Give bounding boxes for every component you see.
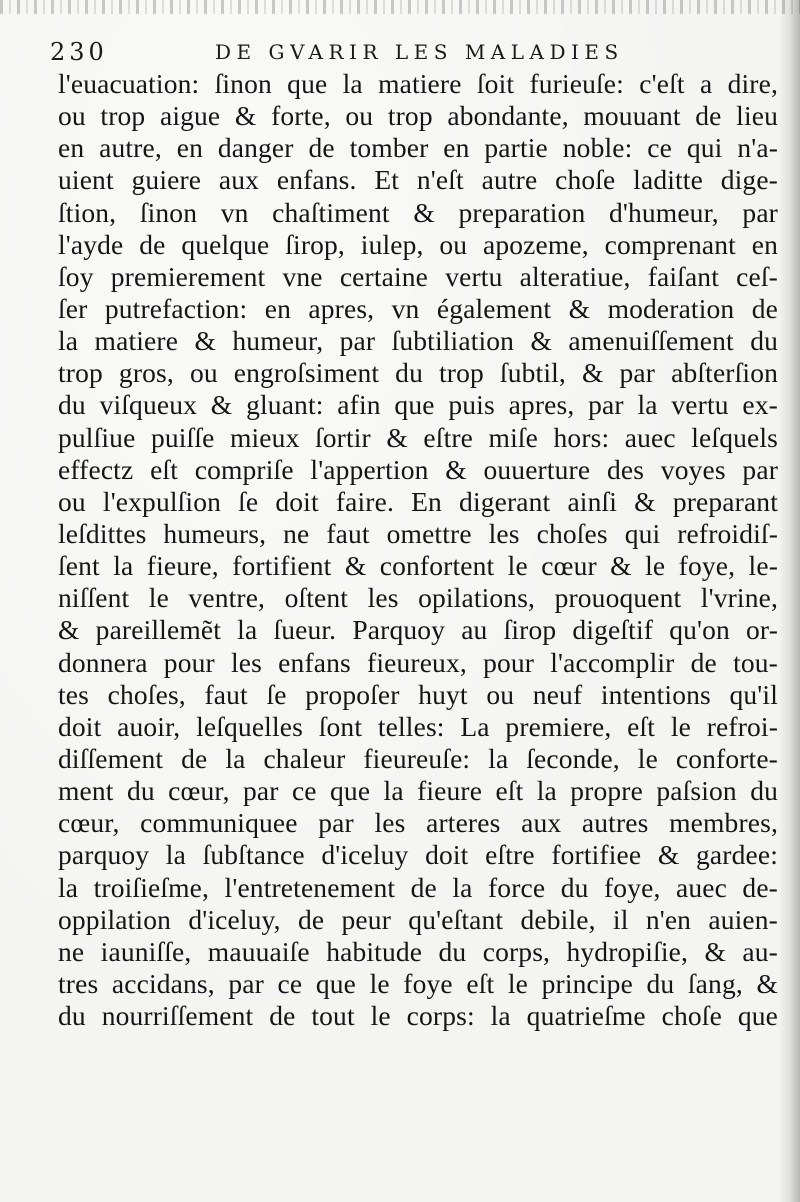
text-line: parquoy la ſubſtance d'iceluy doit eſtre fortifiee & gardee: bbox=[58, 839, 778, 871]
page-header bbox=[50, 38, 770, 70]
text-line: en autre, en danger de tomber en partie noble: ce qui n'a- bbox=[58, 132, 778, 164]
text-line: ment du cœur, par ce que la fieure eſt la propre paſsion du bbox=[58, 775, 778, 807]
text-line: ſent la fieure, fortifient & confortent le cœur & le foye, le- bbox=[58, 550, 778, 582]
page-top-edge bbox=[0, 0, 800, 14]
text-line: ſtion, ſinon vn chaſtiment & preparation d'humeur, par bbox=[58, 196, 778, 228]
text-line: la troiſieſme, l'entretenement de la force du foye, auec de- bbox=[58, 871, 778, 903]
text-line: effectz eſt compriſe l'appertion & ouuerture des voyes par bbox=[58, 453, 778, 485]
text-line: ſoy premierement vne certaine vertu alteratiue, faiſant ceſ- bbox=[58, 260, 778, 292]
text-line: donnera pour les enfans fieureux, pour l'accomplir de tou- bbox=[58, 646, 778, 678]
text-line: ne iauniſſe, mauuaiſe habitude du corps, hydropiſie, & au- bbox=[58, 935, 778, 967]
text-line: trop gros, ou engroſsiment du trop ſubtil, & par abſterſion bbox=[58, 357, 778, 389]
running-head: DE GVARIR LES MALADIES bbox=[215, 40, 624, 64]
body-text bbox=[58, 68, 778, 1032]
text-line: leſdittes humeurs, ne faut omettre les choſes qui refroidiſ- bbox=[58, 517, 778, 549]
text-line: niſſent le ventre, oſtent les opilations, prouoquent l'vrine, bbox=[58, 582, 778, 614]
text-line: tres accidans, par ce que le foye eſt le principe du ſang, & bbox=[58, 967, 778, 999]
page-number: 230 bbox=[50, 38, 108, 66]
text-line: du nourriſſement de tout le corps: la quatrieſme choſe que bbox=[58, 1000, 778, 1032]
text-line: ou trop aigue & forte, ou trop abondante, mouuant de lieu bbox=[58, 100, 778, 132]
text-line: l'ayde de quelque ſirop, iulep, ou apozeme, comprenant en bbox=[58, 228, 778, 260]
text-line: uient guiere aux enfans. Et n'eſt autre choſe laditte dige- bbox=[58, 164, 778, 196]
text-line: diſſement de la chaleur fieureuſe: la ſeconde, le conforte- bbox=[58, 742, 778, 774]
text-line: l'euacuation: ſinon que la matiere ſoit furieuſe: c'eſt a dire, bbox=[58, 68, 778, 99]
text-line: du viſqueux & gluant: afin que puis apres, par la vertu ex- bbox=[58, 389, 778, 421]
page-spine-shadow bbox=[778, 0, 800, 1202]
text-line: pulſiue puiſſe mieux ſortir & eſtre miſe hors: auec leſquels bbox=[58, 421, 778, 453]
text-line: ſer putrefaction: en apres, vn également & moderation de bbox=[58, 292, 778, 324]
text-line: oppilation d'iceluy, de peur qu'eſtant debile, il n'en auien- bbox=[58, 903, 778, 935]
text-line: cœur, communiquee par les arteres aux autres membres, bbox=[58, 807, 778, 839]
text-line: ou l'expulſion ſe doit faire. En digerant ainſi & preparant bbox=[58, 485, 778, 517]
text-line: doit auoir, leſquelles ſont telles: La premiere, eſt le refroi- bbox=[58, 710, 778, 742]
text-line: tes choſes, faut ſe propoſer huyt ou neuf intentions qu'il bbox=[58, 678, 778, 710]
text-line: & pareillemẽt la ſueur. Parquoy au ſirop digeſtif qu'on or- bbox=[58, 614, 778, 646]
text-line: la matiere & humeur, par ſubtiliation & amenuiſſement du bbox=[58, 325, 778, 357]
